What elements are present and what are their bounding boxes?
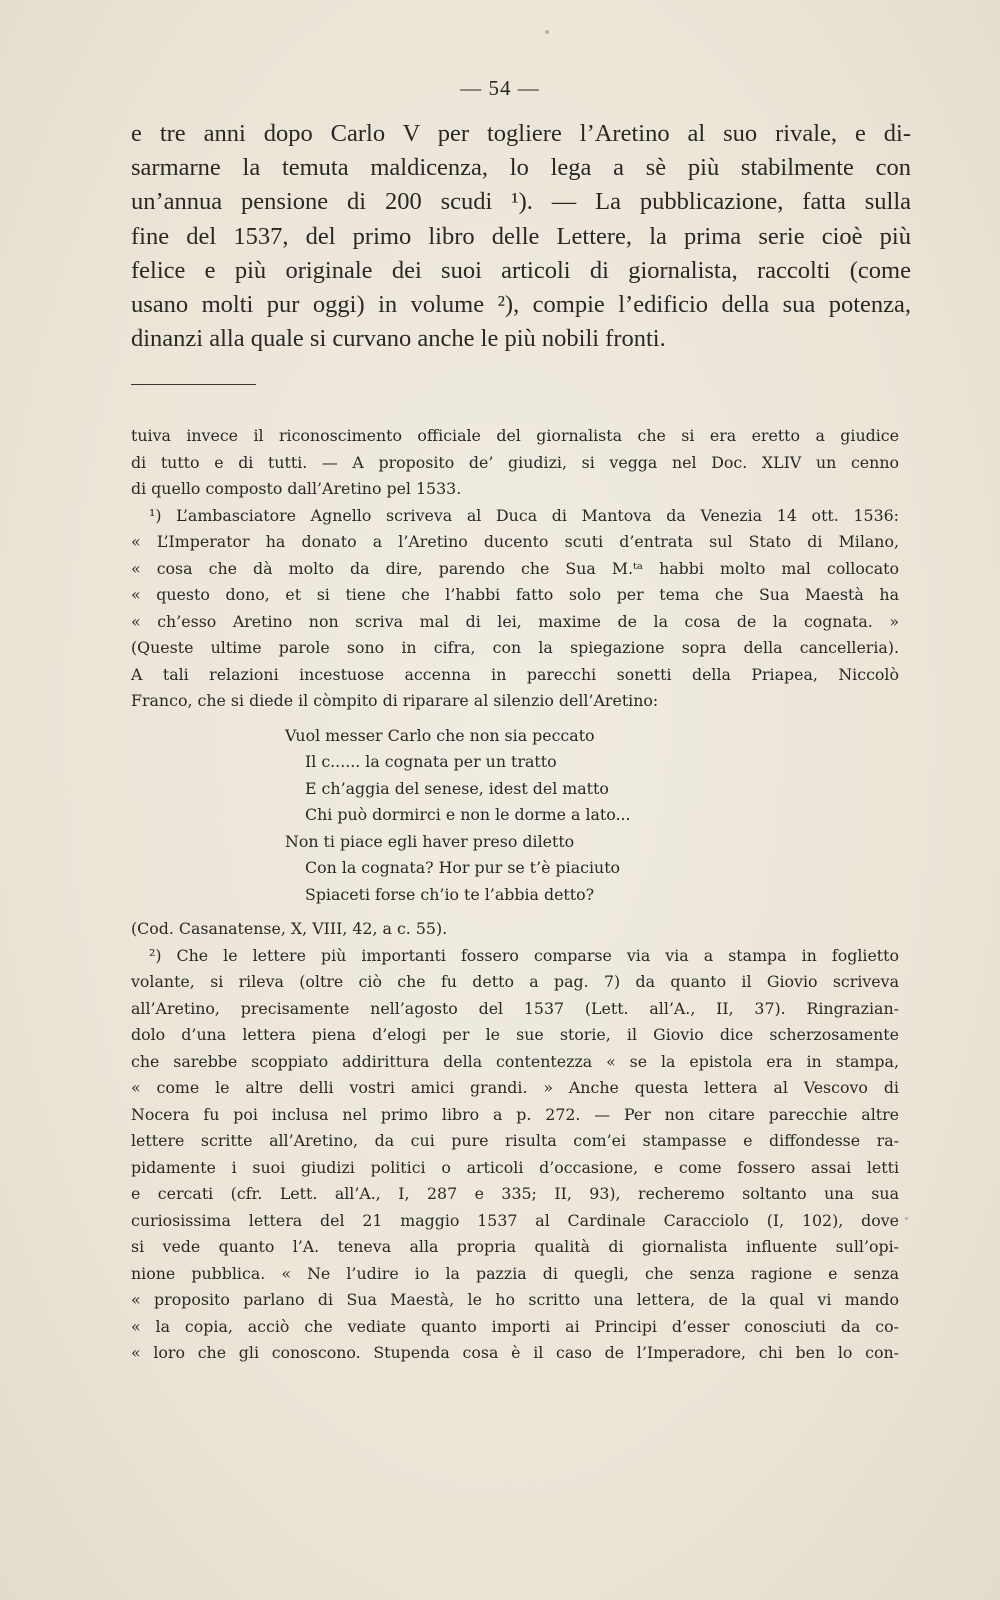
footnote-2-line: ²) Che le lettere più importanti fossero comparse via via a stampa in foglietto [149,945,899,965]
main-text-line: sarmarne la temuta maldicenza, lo lega a sè più stabilmente con [131,154,911,182]
page-number: — 54 — [460,76,540,100]
verse-line: Vuol messer Carlo che non sia peccato [285,725,595,745]
verse-line: Con la cognata? Hor pur se t’è piaciuto [305,858,621,877]
verse-line: Spiaceti forse ch’io te l’abbia detto? [305,884,595,904]
footnote-1-line: « cosa che dà molto da dire, parendo che Sua M.ᵗᵃ habbi molto mal collocato [131,558,899,578]
main-text-block [131,117,911,356]
footnote-line: di tutto e di tutti. — A proposito de’ giudizi, si vegga nel Doc. XLIV un cenno [131,452,899,472]
footnote-2-line: e cercati (cfr. Lett. all’A., I, 287 e 335; II, 93), recheremo soltanto una sua [131,1184,899,1203]
footnote-2-line: « loro che gli conoscono. Stupenda cosa è il caso de l’Imperadore, chi ben lo con- [131,1343,899,1362]
verse-line: Il c...... la cognata per un tratto [305,752,557,771]
footnotes-block [131,423,899,1367]
footnote-1-line: « ch’esso Aretino non scriva mal di lei, maxime de la cosa de la cognata. » [131,611,899,631]
verse-line: Chi può dormirci e non le dorme a lato... [305,805,631,824]
main-text-line: fine del 1537, del primo libro delle Lettere, la prima serie cioè più [131,222,911,250]
verse-line: E ch’aggia del senese, idest del matto [305,778,609,798]
footnote-2-line: « come le altre delli vostri amici grandi. » Anche questa lettera al Vescovo di [131,1078,899,1097]
verse-line: Non ti piace egli haver preso diletto [285,831,575,851]
footnote-2-line: che sarebbe scoppiato addirittura della contentezza « se la epistola era in stampa, [131,1051,899,1071]
footnote-2-line: curiosissima lettera del 21 maggio 1537 al Cardinale Caracciolo (I, 102), dove [131,1210,899,1230]
main-text-line: dinanzi alla quale si curvano anche le più nobili fronti. [131,325,666,353]
footnote-2-line: lettere scritte all’Aretino, da cui pure risulta com’ei stampasse e diffondesse ra- [131,1131,899,1150]
footnote-2-line: « proposito parlano di Sua Maestà, le ho scritto una lettera, de la qual vi mando [131,1290,899,1309]
footnote-1-line: ¹) L’ambasciatore Agnello scriveva al Duca di Mantova da Venezia 14 ott. 1536: [149,505,899,525]
footnote-separator [131,384,256,385]
paper-speck [905,1217,908,1220]
main-text-line: un’annua pensione di 200 scudi ¹). — La pubblicazione, fatta sulla [131,188,911,216]
footnote-line: tuiva invece il riconoscimento officiale del giornalista che si era eretto a giudice [131,426,899,445]
footnote-2-line: pidamente i suoi giudizi politici o articoli d’occasione, e come fossero assai letti [131,1157,899,1177]
footnote-2-line: volante, si rileva (oltre ciò che fu detto a pag. 7) da quanto il Giovio scriveva [131,972,899,991]
footnote-2-line: si vede quanto l’A. teneva alla propria qualità di giornalista influente sull’opi- [131,1237,899,1256]
footnote-2-line: Nocera fu poi inclusa nel primo libro a p. 272. — Per non citare parecchie altre [131,1104,899,1124]
footnote-line: di quello composto dall’Aretino pel 1533. [131,479,462,498]
footnote-2-line: « la copia, acciò che vediate quanto importi ai Principi d’esser conosciuti da co- [131,1316,899,1336]
footnote-1-line: « L’Imperator ha donato a l’Aretino ducento scuti d’entrata sul Stato di Milano, [131,532,899,551]
footnote-2-line: nione pubblica. « Ne l’udire io la pazzia di quegli, che senza ragione e senza [131,1263,899,1283]
main-text-line: e tre anni dopo Carlo V per togliere l’Aretino al suo rivale, e di- [131,120,911,147]
footnote-2-line: all’Aretino, precisamente nell’agosto del 1537 (Lett. all’A., II, 37). Ringrazian- [131,998,899,1018]
footnote-1-line: Franco, che si diede il còmpito di riparare al silenzio dell’Aretino: [131,691,659,710]
main-text-line: felice e più originale dei suoi articoli di giornalista, raccolti (come [131,256,911,284]
footnote-1-line: « questo dono, et si tiene che l’habbi fatto solo per tema che Sua Maestà ha [131,585,899,604]
paper-speck [545,30,549,34]
footnote-1-line: (Queste ultime parole sono in cifra, con la spiegazione sopra della cancelleria). [131,638,899,657]
verse-source: (Cod. Casanatense, X, VIII, 42, a c. 55). [131,919,448,938]
footnote-1-line: A tali relazioni incestuose accenna in parecchi sonetti della Priapea, Niccolò [131,664,899,684]
main-text-line: usano molti pur oggi) in volume ²), compie l’edificio della sua potenza, [131,290,911,318]
footnote-2-line: dolo d’una lettera piena d’elogi per le sue storie, il Giovio dice scherzosamente [131,1025,899,1044]
